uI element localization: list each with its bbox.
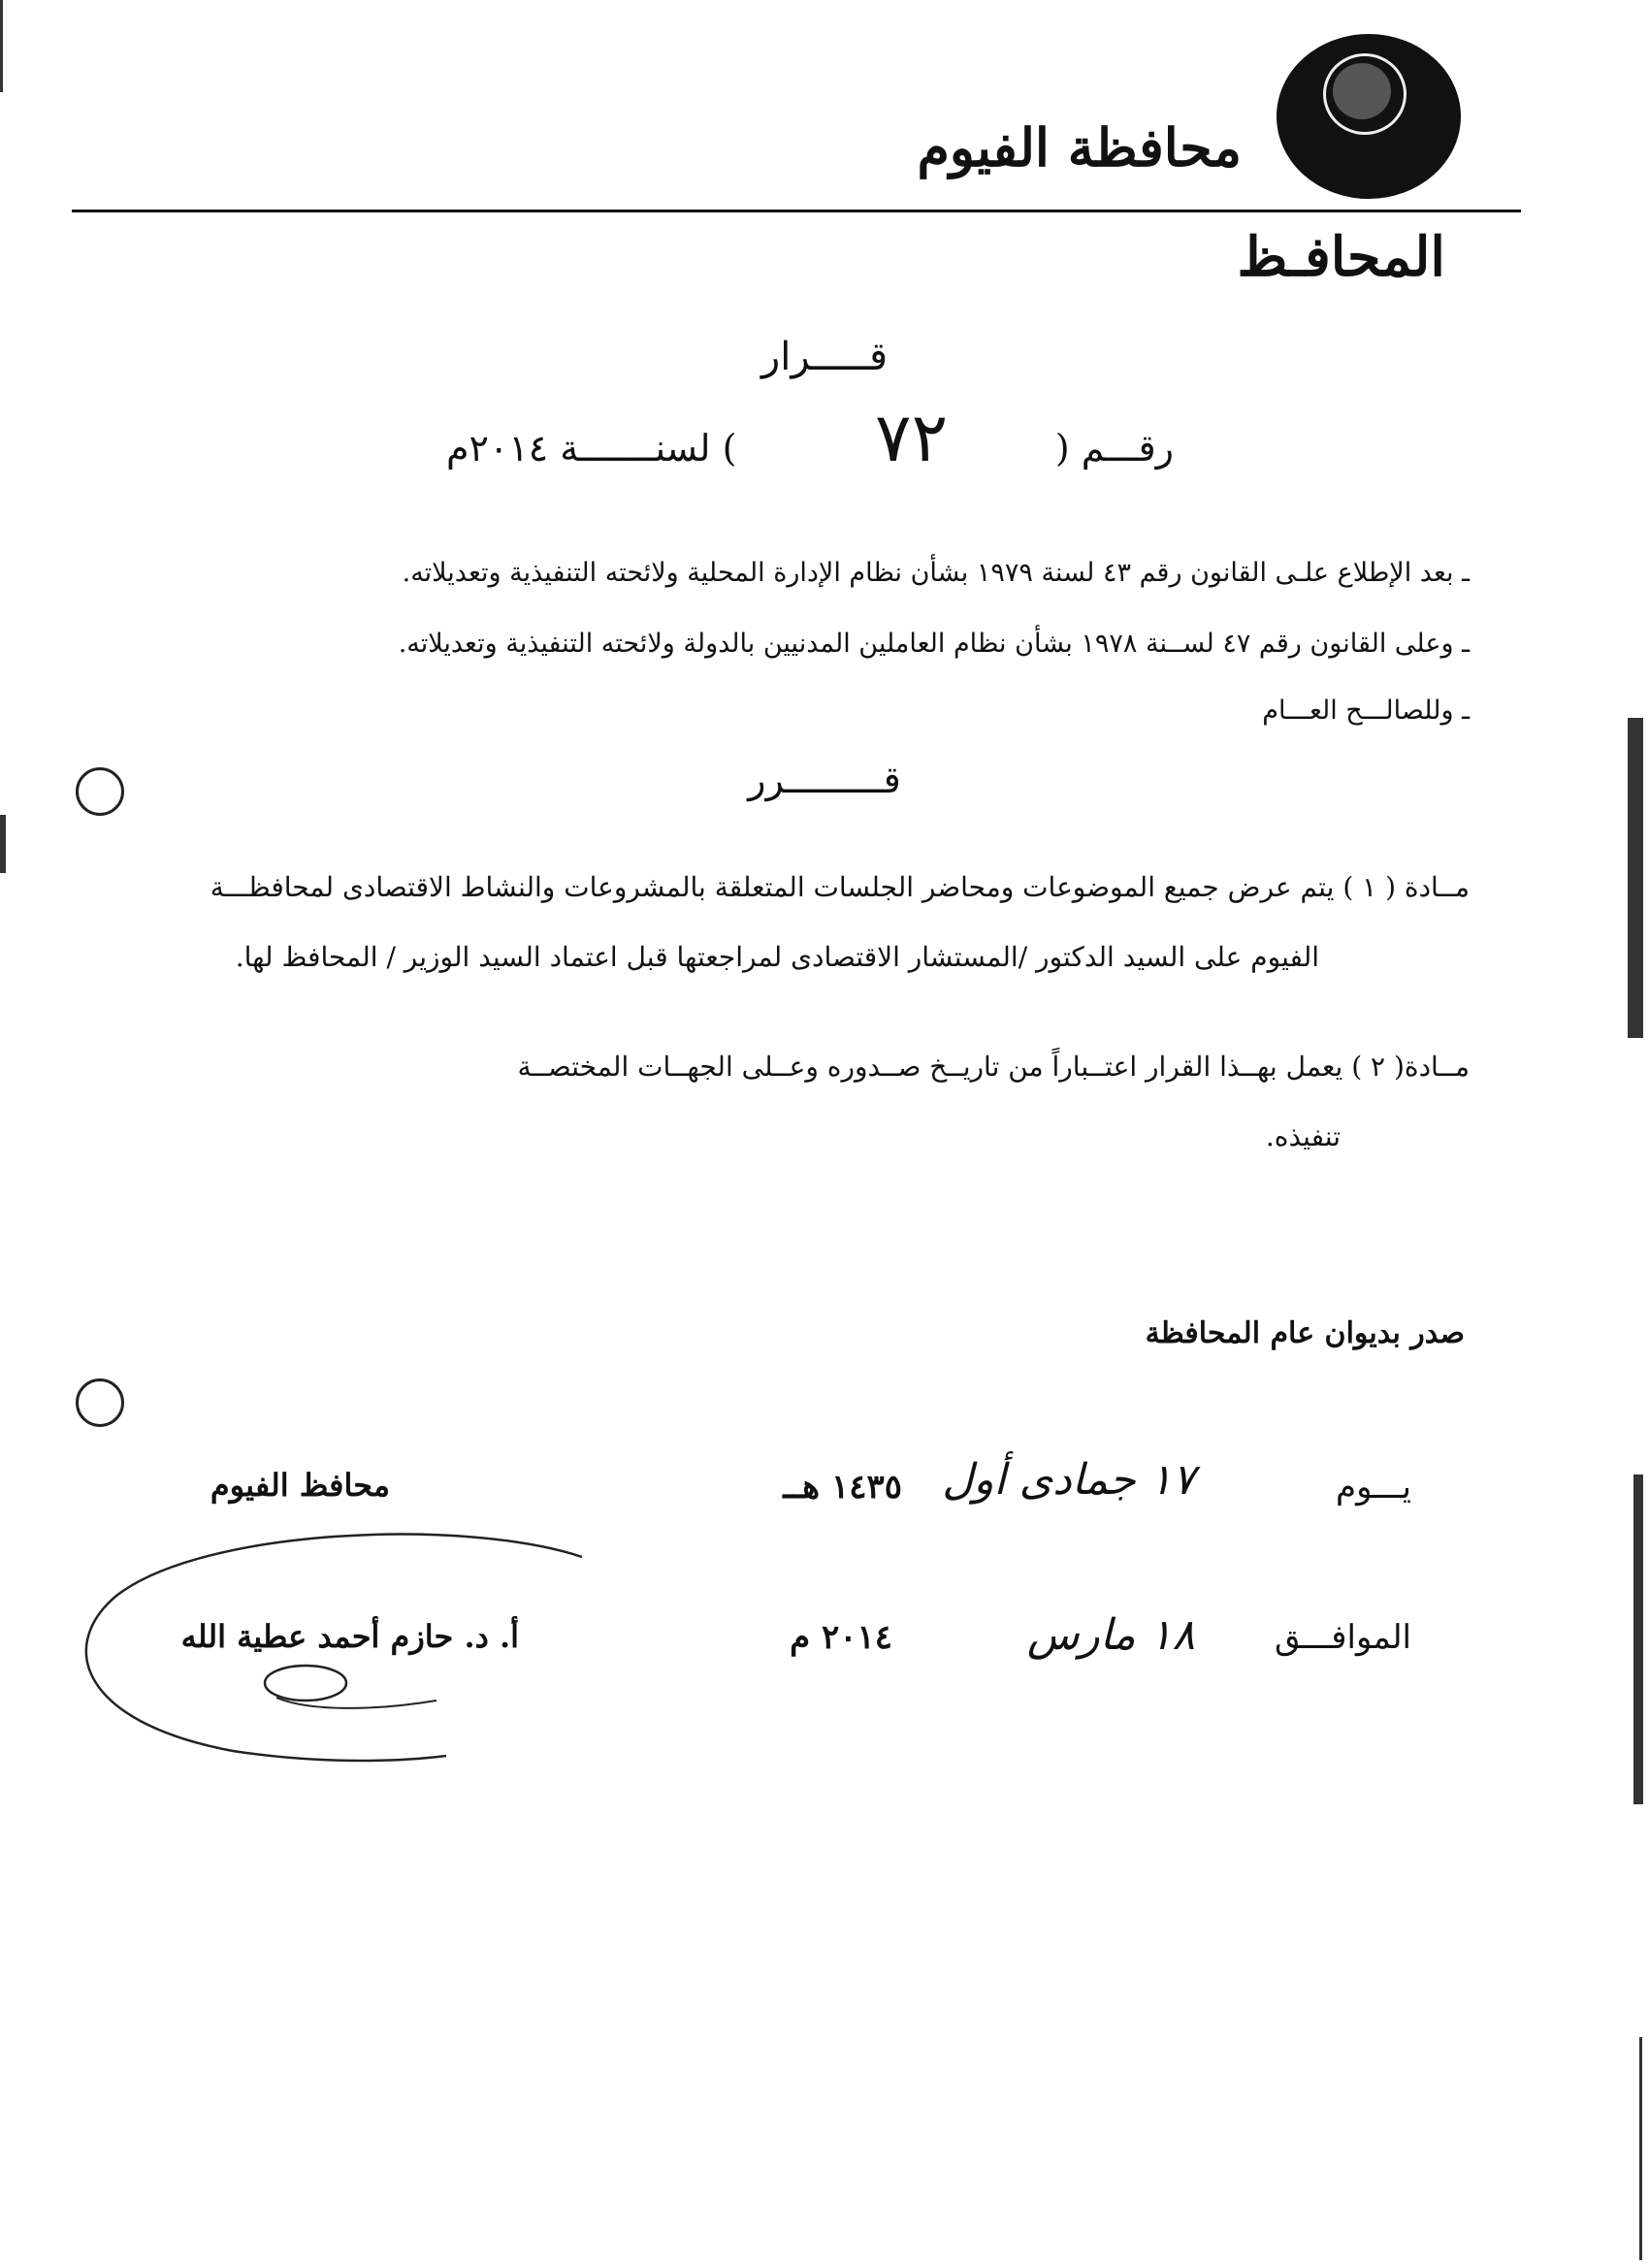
gregorian-year: ٢٠١٤ م xyxy=(790,1618,892,1657)
scan-edge-mark xyxy=(1628,718,1643,1038)
scan-edge-mark xyxy=(1639,2037,1642,2260)
hijri-year: ١٤٣٥ هــ xyxy=(783,1468,902,1507)
decides-heading: قـــــــــرر xyxy=(748,759,901,801)
scan-edge-mark xyxy=(1633,1474,1643,1804)
seal-emblem-icon xyxy=(1333,63,1391,119)
governor-name: أ. د. حازم أحمد عطية الله xyxy=(180,1618,519,1655)
day-label: يـــوم xyxy=(1336,1468,1411,1507)
preamble-item: ـ وعلى القانون رقم ٤٧ لســنة ١٩٧٨ بشأن نظام العاملين المدنيين بالدولة ولائحته التنفيذية وتعديلاته. xyxy=(398,629,1470,659)
corresponding-label: الموافـــق xyxy=(1275,1618,1411,1657)
scan-edge-mark xyxy=(0,815,6,873)
article-1-line: مــادة ( ١ ) يتم عرض جميع الموضوعات ومحاضر الجلسات المتعلقة بالمشروعات والنشاط الاقتصادى لمحافظـــة xyxy=(210,871,1470,903)
signature-stroke xyxy=(58,1528,601,1780)
header-divider xyxy=(72,210,1521,212)
punch-hole-mark xyxy=(76,1378,124,1427)
article-2-line: تنفيذه. xyxy=(1265,1120,1341,1152)
scan-edge-mark xyxy=(0,0,3,92)
punch-hole-mark xyxy=(76,767,124,816)
decision-year: ) لسنـــــــة ٢٠١٤م xyxy=(446,427,737,470)
governor-title: محافظ الفيوم xyxy=(210,1467,390,1504)
office-title: المحافـظ xyxy=(1237,225,1445,289)
hijri-date-handwritten: ١٧ جمادى أول xyxy=(942,1455,1195,1505)
governorate-seal xyxy=(1277,34,1461,199)
decision-number-label: رقـــم ( xyxy=(1054,427,1174,470)
decision-number-value: ٧٢ xyxy=(875,398,949,477)
article-1-line: الفيوم على السيد الدكتور /المستشار الاقتصادى لمراجعتها قبل اعتماد السيد الوزير / المحافظ لها. xyxy=(235,941,1319,973)
issued-at: صدر بديوان عام المحافظة xyxy=(1145,1316,1465,1350)
gregorian-date-handwritten: ١٨ مارس xyxy=(1026,1610,1195,1660)
governorate-title: محافظة الفيوم xyxy=(917,116,1242,178)
decision-heading: قـــــرار xyxy=(760,335,889,379)
article-2-line: مــادة( ٢ ) يعمل بهــذا القرار اعتــباراً من تاريــخ صــدوره وعــلى الجهــات المختصــة xyxy=(517,1051,1470,1083)
preamble-item: ـ وللصالـــح العـــام xyxy=(1262,696,1470,726)
preamble-item: ـ بعد الإطلاع علـى القانون رقم ٤٣ لسنة ١٩٧٩ بشأن نظام الإدارة المحلية ولائحته التنفيذية وتعديلاته. xyxy=(402,558,1470,588)
